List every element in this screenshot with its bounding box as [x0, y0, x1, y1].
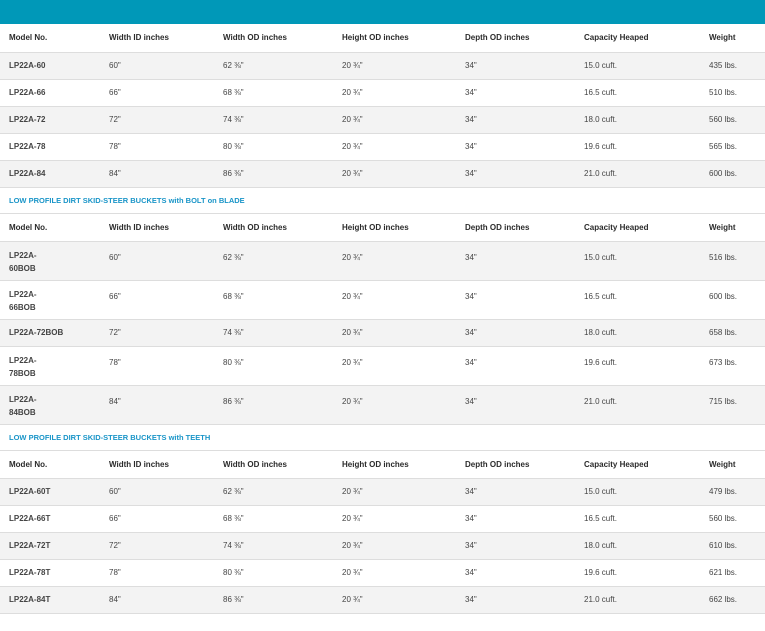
cell-height-od: 20 ¾": [333, 385, 456, 424]
cell-width-id: 78": [100, 133, 214, 160]
cell-width-od: 86 ⅜": [214, 586, 333, 613]
section-title: LOW PROFILE DIRT SKID-STEER BUCKETS with TEETH: [0, 424, 765, 450]
cell-width-od: 80 ⅜": [214, 133, 333, 160]
column-header-width-id: Width ID inches: [100, 450, 214, 478]
cell-height-od: 20 ¾": [333, 241, 456, 280]
cell-width-id: 66": [100, 280, 214, 319]
cell-width-id: 60": [100, 241, 214, 280]
cell-weight: 565 lbs.: [700, 133, 765, 160]
cell-width-id: 72": [100, 106, 214, 133]
table-row: [0, 385, 765, 424]
cell-weight: 560 lbs.: [700, 106, 765, 133]
cell-depth-od: 34": [456, 160, 575, 187]
cell-capacity: 18.0 cuft.: [575, 532, 700, 559]
cell-capacity: 18.0 cuft.: [575, 319, 700, 346]
cell-weight: 479 lbs.: [700, 478, 765, 505]
table-row: [0, 241, 765, 280]
cell-width-od: 62 ⅜": [214, 241, 333, 280]
cell-depth-od: 34": [456, 52, 575, 79]
cell-model: LP22A-72T: [0, 532, 100, 559]
table-row: [0, 52, 765, 79]
cell-weight: 662 lbs.: [700, 586, 765, 613]
cell-width-id: 78": [100, 346, 214, 385]
cell-width-od: 74 ⅜": [214, 106, 333, 133]
table-row: [0, 505, 765, 532]
cell-width-id: 78": [100, 559, 214, 586]
table-row: [0, 346, 765, 385]
cell-depth-od: 34": [456, 586, 575, 613]
column-header-model: Model No.: [0, 24, 100, 52]
cell-depth-od: 34": [456, 478, 575, 505]
cell-depth-od: 34": [456, 241, 575, 280]
cell-weight: 516 lbs.: [700, 241, 765, 280]
cell-weight: 715 lbs.: [700, 385, 765, 424]
cell-weight: 600 lbs.: [700, 160, 765, 187]
section-title: LOW PROFILE DIRT SKID-STEER BUCKETS with BOLT on BLADE: [0, 187, 765, 213]
cell-width-od: 74 ⅜": [214, 532, 333, 559]
cell-height-od: 20 ¾": [333, 586, 456, 613]
cell-width-id: 60": [100, 52, 214, 79]
cell-capacity: 15.0 cuft.: [575, 52, 700, 79]
cell-depth-od: 34": [456, 346, 575, 385]
column-header-capacity: Capacity Heaped: [575, 213, 700, 241]
bucket-specs-body: [0, 24, 765, 613]
cell-width-id: 84": [100, 160, 214, 187]
cell-model: LP22A-66T: [0, 505, 100, 532]
cell-capacity: 19.6 cuft.: [575, 346, 700, 385]
cell-model: LP22A-84T: [0, 586, 100, 613]
column-header-row: [0, 24, 765, 52]
cell-height-od: 20 ¾": [333, 280, 456, 319]
cell-width-od: 86 ⅜": [214, 385, 333, 424]
cell-capacity: 16.5 cuft.: [575, 79, 700, 106]
cell-capacity: 16.5 cuft.: [575, 505, 700, 532]
table-row: [0, 133, 765, 160]
cell-model: LP22A-84: [0, 160, 100, 187]
cell-height-od: 20 ¾": [333, 478, 456, 505]
cell-weight: 658 lbs.: [700, 319, 765, 346]
cell-width-id: 66": [100, 505, 214, 532]
cell-model: LP22A- 78BOB: [0, 346, 100, 385]
cell-depth-od: 34": [456, 532, 575, 559]
cell-model: LP22A-72BOB: [0, 319, 100, 346]
table-row: [0, 586, 765, 613]
bucket-specs-table: [0, 24, 765, 614]
column-header-width-id: Width ID inches: [100, 24, 214, 52]
cell-capacity: 21.0 cuft.: [575, 160, 700, 187]
cell-model: LP22A-78T: [0, 559, 100, 586]
cell-weight: 621 lbs.: [700, 559, 765, 586]
column-header-depth-od: Depth OD inches: [456, 24, 575, 52]
section-title-row: [0, 424, 765, 450]
column-header-depth-od: Depth OD inches: [456, 213, 575, 241]
cell-capacity: 16.5 cuft.: [575, 280, 700, 319]
column-header-weight: Weight: [700, 24, 765, 52]
column-header-depth-od: Depth OD inches: [456, 450, 575, 478]
cell-model: LP22A- 66BOB: [0, 280, 100, 319]
cell-height-od: 20 ¾": [333, 319, 456, 346]
cell-width-id: 66": [100, 79, 214, 106]
table-row: [0, 280, 765, 319]
cell-depth-od: 34": [456, 106, 575, 133]
cell-width-od: 68 ⅜": [214, 505, 333, 532]
cell-capacity: 15.0 cuft.: [575, 478, 700, 505]
cell-capacity: 19.6 cuft.: [575, 133, 700, 160]
cell-height-od: 20 ¾": [333, 559, 456, 586]
table-row: [0, 79, 765, 106]
cell-model: LP22A-78: [0, 133, 100, 160]
cell-width-od: 86 ⅜": [214, 160, 333, 187]
cell-width-od: 80 ⅜": [214, 346, 333, 385]
cell-weight: 510 lbs.: [700, 79, 765, 106]
column-header-capacity: Capacity Heaped: [575, 450, 700, 478]
cell-weight: 673 lbs.: [700, 346, 765, 385]
column-header-width-od: Width OD inches: [214, 213, 333, 241]
column-header-weight: Weight: [700, 450, 765, 478]
column-header-width-od: Width OD inches: [214, 24, 333, 52]
cell-height-od: 20 ¾": [333, 79, 456, 106]
cell-width-id: 84": [100, 586, 214, 613]
cell-capacity: 21.0 cuft.: [575, 586, 700, 613]
column-header-width-id: Width ID inches: [100, 213, 214, 241]
column-header-weight: Weight: [700, 213, 765, 241]
table-row: [0, 559, 765, 586]
cell-depth-od: 34": [456, 385, 575, 424]
cell-width-id: 60": [100, 478, 214, 505]
column-header-height-od: Height OD inches: [333, 213, 456, 241]
cell-depth-od: 34": [456, 133, 575, 160]
cell-model: LP22A-60T: [0, 478, 100, 505]
section-title-row: [0, 187, 765, 213]
cell-weight: 600 lbs.: [700, 280, 765, 319]
table-row: [0, 106, 765, 133]
cell-width-od: 62 ⅜": [214, 478, 333, 505]
cell-width-id: 72": [100, 319, 214, 346]
table-row: [0, 532, 765, 559]
table-row: [0, 478, 765, 505]
column-header-model: Model No.: [0, 213, 100, 241]
cell-height-od: 20 ¾": [333, 133, 456, 160]
column-header-capacity: Capacity Heaped: [575, 24, 700, 52]
cell-width-id: 72": [100, 532, 214, 559]
cell-weight: 560 lbs.: [700, 505, 765, 532]
cell-width-od: 68 ⅜": [214, 79, 333, 106]
cell-height-od: 20 ¾": [333, 106, 456, 133]
cell-depth-od: 34": [456, 505, 575, 532]
column-header-height-od: Height OD inches: [333, 24, 456, 52]
table-row: [0, 160, 765, 187]
column-header-row: [0, 213, 765, 241]
top-color-bar: [0, 0, 765, 24]
cell-width-od: 68 ⅜": [214, 280, 333, 319]
cell-depth-od: 34": [456, 559, 575, 586]
cell-depth-od: 34": [456, 319, 575, 346]
cell-model: LP22A-72: [0, 106, 100, 133]
cell-depth-od: 34": [456, 79, 575, 106]
cell-model: LP22A-60: [0, 52, 100, 79]
cell-model: LP22A-66: [0, 79, 100, 106]
cell-model: LP22A- 84BOB: [0, 385, 100, 424]
cell-width-id: 84": [100, 385, 214, 424]
cell-width-od: 80 ⅜": [214, 559, 333, 586]
cell-capacity: 15.0 cuft.: [575, 241, 700, 280]
cell-width-od: 74 ⅜": [214, 319, 333, 346]
cell-capacity: 19.6 cuft.: [575, 559, 700, 586]
column-header-height-od: Height OD inches: [333, 450, 456, 478]
cell-weight: 610 lbs.: [700, 532, 765, 559]
cell-height-od: 20 ¾": [333, 505, 456, 532]
column-header-model: Model No.: [0, 450, 100, 478]
cell-height-od: 20 ¾": [333, 160, 456, 187]
cell-capacity: 18.0 cuft.: [575, 106, 700, 133]
column-header-row: [0, 450, 765, 478]
cell-depth-od: 34": [456, 280, 575, 319]
table-row: [0, 319, 765, 346]
cell-height-od: 20 ¾": [333, 532, 456, 559]
cell-weight: 435 lbs.: [700, 52, 765, 79]
cell-capacity: 21.0 cuft.: [575, 385, 700, 424]
column-header-width-od: Width OD inches: [214, 450, 333, 478]
cell-height-od: 20 ¾": [333, 346, 456, 385]
cell-model: LP22A- 60BOB: [0, 241, 100, 280]
cell-height-od: 20 ¾": [333, 52, 456, 79]
cell-width-od: 62 ⅜": [214, 52, 333, 79]
